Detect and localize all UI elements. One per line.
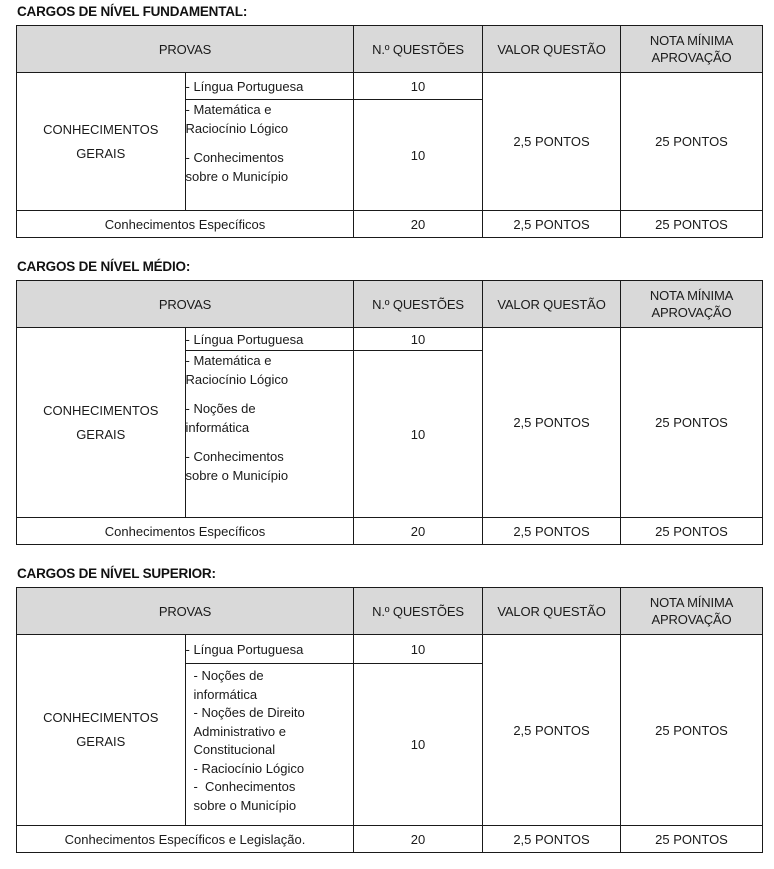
subject-line: - Matemática e: [185, 102, 272, 117]
column-header-valor-questao: VALOR QUESTÃO: [483, 588, 621, 635]
table-header: [17, 26, 763, 73]
subject-cell: [185, 328, 354, 351]
footer-label: Conhecimentos Específicos: [17, 518, 354, 545]
footer-nota-minima: 25 PONTOS: [621, 826, 763, 853]
header-row: [17, 588, 763, 635]
subject-line: - Conhecimentos: [193, 779, 296, 794]
footer-valor-questao: 2,5 PONTOS: [483, 826, 621, 853]
footer-nota-minima: 25 PONTOS: [621, 518, 763, 545]
footer-valor-questao: 2,5 PONTOS: [483, 211, 621, 238]
subject-line: - Raciocínio Lógico: [193, 760, 305, 776]
group-label-conhecimentos-gerais: CONHECIMENTOS GERAIS: [17, 635, 186, 826]
num-questoes-value: 10: [354, 73, 483, 100]
subject-line: sobre o Município: [185, 468, 289, 483]
num-questoes-value: 10: [354, 664, 483, 826]
table-body: [17, 635, 763, 853]
header-row: [17, 26, 763, 73]
subject-line: - Noções de Direito: [193, 705, 305, 720]
footer-num-questoes: 20: [354, 518, 483, 545]
group-label-conhecimentos-gerais: CONHECIMENTOS GERAIS: [17, 328, 186, 518]
section-nivel-superior: [16, 545, 758, 853]
subject-line: - Conhecimentos: [185, 150, 284, 165]
group-label-conhecimentos-gerais: CONHECIMENTOS GERAIS: [17, 73, 186, 211]
num-questoes-value: 10: [354, 328, 483, 351]
subject-line: informática: [185, 420, 250, 435]
footer-valor-questao: 2,5 PONTOS: [483, 518, 621, 545]
column-header-provas: PROVAS: [17, 281, 354, 328]
column-header-valor-questao: VALOR QUESTÃO: [483, 26, 621, 73]
column-header-provas: PROVAS: [17, 588, 354, 635]
valor-questao-value: 2,5 PONTOS: [483, 635, 621, 826]
footer-nota-minima: 25 PONTOS: [621, 211, 763, 238]
num-questoes-value: 10: [354, 100, 483, 211]
table-nivel-fundamental: [16, 25, 763, 238]
subject-line: - Língua Portuguesa: [185, 641, 304, 657]
footer-label: Conhecimentos Específicos: [17, 211, 354, 238]
subject-line: Raciocínio Lógico: [185, 372, 289, 387]
section-nivel-medio: [16, 238, 758, 545]
subject-cell: [185, 351, 354, 518]
subject-line: Administrativo e: [193, 723, 286, 739]
subject-line: informática: [193, 686, 258, 702]
table-header: [17, 588, 763, 635]
nota-minima-value: 25 PONTOS: [621, 328, 763, 518]
subject-line-gap: [186, 437, 354, 447]
section-title-medio: CARGOS DE NÍVEL MÉDIO:: [17, 259, 191, 274]
subject-line: - Noções de: [185, 401, 256, 416]
footer-label: Conhecimentos Específicos e Legislação.: [17, 826, 354, 853]
subject-line-gap: [186, 389, 354, 399]
table-row: [17, 635, 763, 664]
subject-cell: [185, 664, 354, 826]
table-row-footer: [17, 518, 763, 545]
subject-line: sobre o Município: [193, 797, 297, 813]
footer-num-questoes: 20: [354, 211, 483, 238]
section-title-superior: CARGOS DE NÍVEL SUPERIOR:: [17, 566, 216, 581]
table-body: [17, 73, 763, 238]
column-header-nota-minima: NOTA MÍNIMA APROVAÇÃO: [621, 588, 763, 635]
column-header-valor-questao: VALOR QUESTÃO: [483, 281, 621, 328]
subject-line: - Noções de: [193, 668, 264, 683]
subject-line: Raciocínio Lógico: [185, 121, 289, 136]
valor-questao-value: 2,5 PONTOS: [483, 328, 621, 518]
table-nivel-superior: [16, 587, 763, 853]
table-row-footer: [17, 826, 763, 853]
num-questoes-value: 10: [354, 635, 483, 664]
header-row: [17, 281, 763, 328]
column-header-num-questoes: N.º QUESTÕES: [354, 281, 483, 328]
nota-minima-value: 25 PONTOS: [621, 73, 763, 211]
nota-minima-value: 25 PONTOS: [621, 635, 763, 826]
column-header-nota-minima: NOTA MÍNIMA APROVAÇÃO: [621, 281, 763, 328]
section-title-fundamental: CARGOS DE NÍVEL FUNDAMENTAL:: [17, 4, 248, 19]
table-row-footer: [17, 211, 763, 238]
subject-line: - Matemática e: [185, 353, 272, 368]
valor-questao-value: 2,5 PONTOS: [483, 73, 621, 211]
subject-line: - Língua Portuguesa: [185, 78, 304, 94]
subject-cell: [185, 100, 354, 211]
subject-line: sobre o Município: [185, 169, 289, 184]
table-header: [17, 281, 763, 328]
column-header-nota-minima: NOTA MÍNIMA APROVAÇÃO: [621, 26, 763, 73]
table-row: [17, 328, 763, 351]
num-questoes-value: 10: [354, 351, 483, 518]
subject-line: Constitucional: [193, 742, 276, 757]
column-header-provas: PROVAS: [17, 26, 354, 73]
subject-line: - Conhecimentos: [185, 449, 284, 464]
subject-cell: [185, 73, 354, 100]
table-body: [17, 328, 763, 545]
subject-line-gap: [186, 138, 354, 148]
subject-line: - Língua Portuguesa: [185, 331, 304, 347]
subject-cell: [185, 635, 354, 664]
column-header-num-questoes: N.º QUESTÕES: [354, 26, 483, 73]
section-nivel-fundamental: [16, 0, 758, 238]
table-nivel-medio: [16, 280, 763, 545]
footer-num-questoes: 20: [354, 826, 483, 853]
column-header-num-questoes: N.º QUESTÕES: [354, 588, 483, 635]
table-row: [17, 73, 763, 100]
